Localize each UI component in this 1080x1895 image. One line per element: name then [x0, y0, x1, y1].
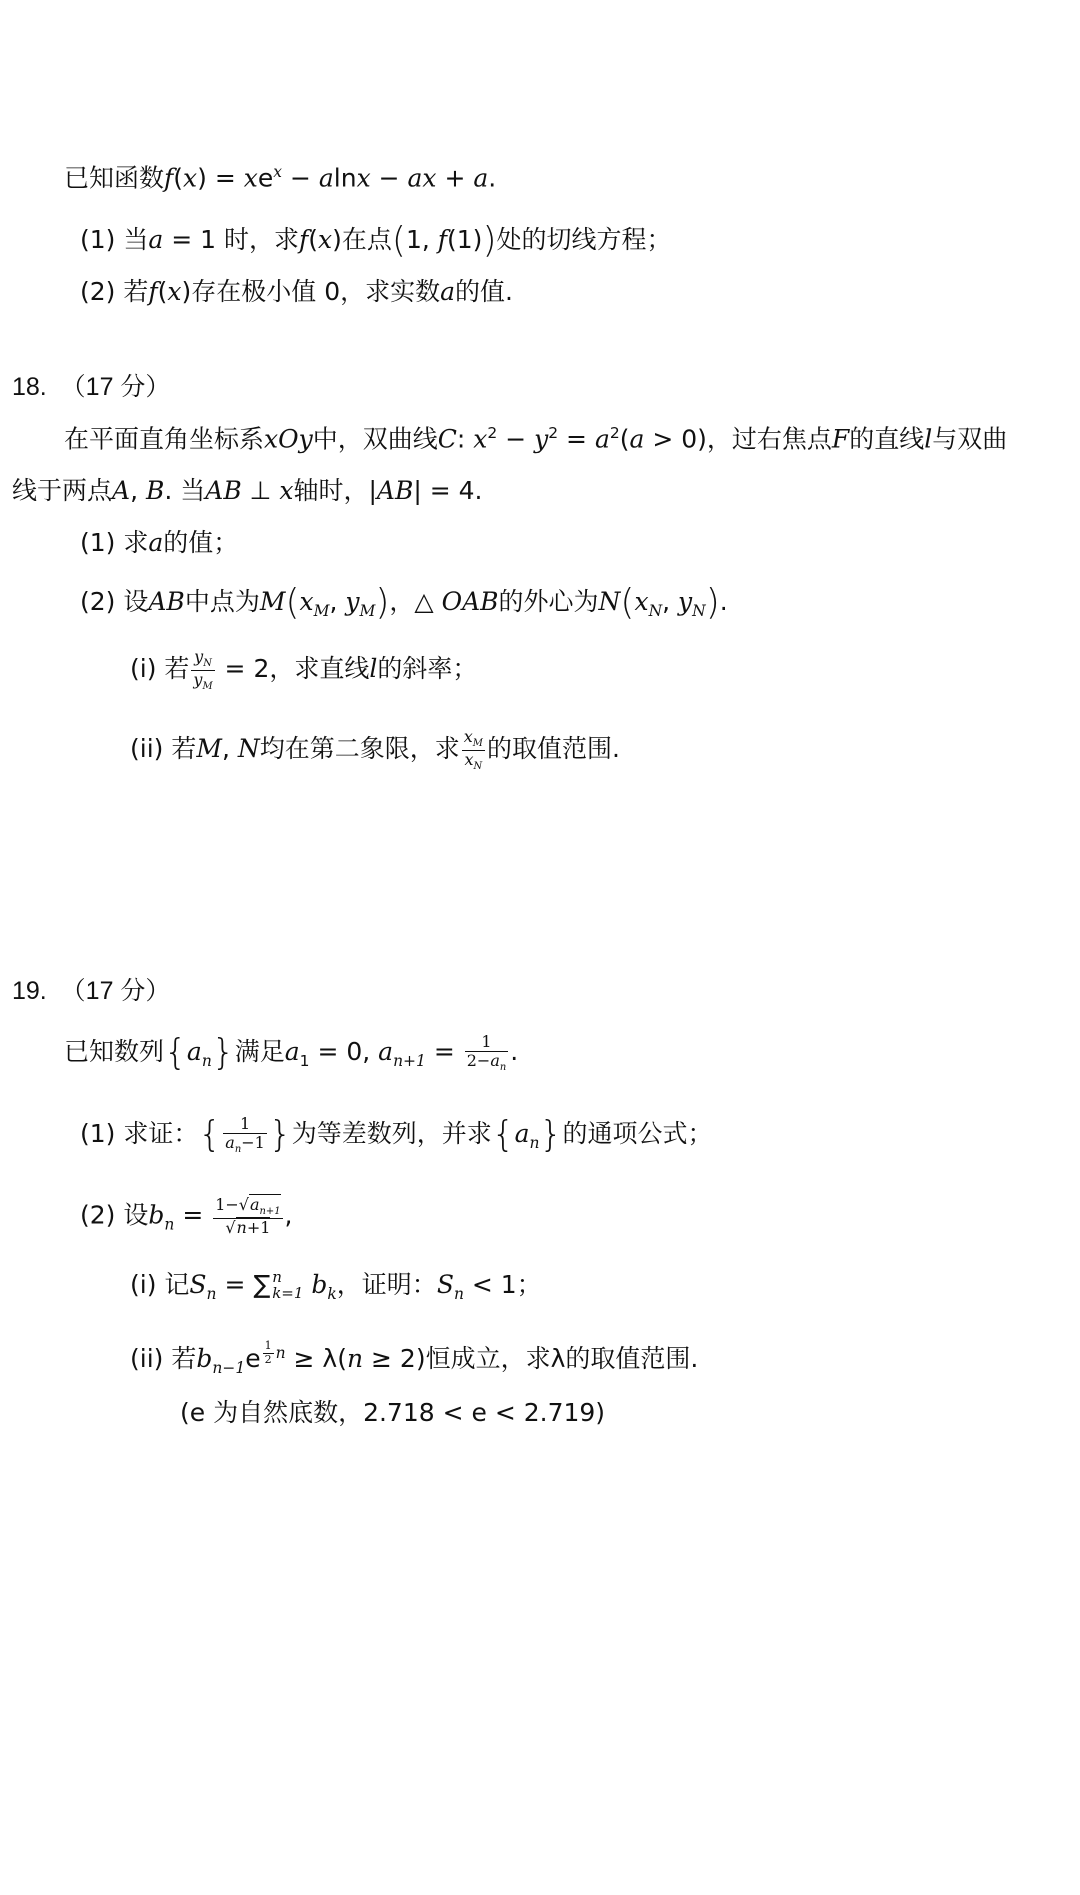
q18-number: 18. （17 分）: [12, 373, 171, 401]
q17-part-1: (1) 当a = 1 时，求f(x)在点(1, f(1))处的切线方程；: [80, 220, 672, 261]
q18-stem-line-2: 线于两点A, B. 当AB ⊥ x轴时，|AB| = 4.: [12, 476, 483, 505]
q17-stem: 已知函数$f(x) = xe^x - alnx$ − ax + a.: [64, 163, 497, 193]
q19-stem: 已知数列$\{a_n\}$满足$a_1 = 0$, $a_{n+1}$ = $\frac{1}{2-a_n}$ .: [64, 1031, 519, 1074]
q19-number: 19. （17 分）: [12, 977, 171, 1005]
q19-part-2-i: (i) 记$S_n$ = ∑ n k=1 $b_k$，证明：$S_n < 1$；: [130, 1268, 542, 1303]
q18-stem-line-1: 在平面直角坐标系xOy中，双曲线C: $x^2 - y^2 = a^2(a > 0)$，过右焦点F的直线l与双曲: [64, 424, 1008, 454]
q18-part-2: (2) 设AB中点为$M(x_M$, $y_M$)，△ OAB的外心为$N(x_N$, $y_N$).: [80, 582, 728, 623]
q19-note: (e 为自然底数，2.718 < e < 2.719): [180, 1398, 606, 1427]
q19-part-2-ii: (ii) 若$b_{n-1}e$ $^{\frac{1}{2} n}$ ≥ λ(n ≥ 2)恒成立，求λ的取值范围.: [130, 1339, 699, 1377]
q19-part-1: (1) 求证：{ $\frac{1}{a_n-1}$ }为等差数列，并求$\{a_n\}$的通项公式；: [80, 1113, 713, 1156]
q18-part-2-i: (i) 若 $\frac{y_N}{y_M}$ = 2，求直线l的斜率；: [130, 647, 478, 692]
q18-part-1: (1) 求a的值；: [80, 528, 239, 557]
q18-part-2-ii: (ii) 若M, N均在第二象限，求 $\frac{x_M}{x_N}$ 的取值范围.: [130, 727, 620, 772]
q17-part-2: (2) 若f(x)存在极小值 0，求实数a的值.: [80, 277, 513, 306]
q19-part-2: (2) 设$b_n$ = $\frac{1-√a_{n+1}}{√n+1}$ ,: [80, 1195, 293, 1237]
